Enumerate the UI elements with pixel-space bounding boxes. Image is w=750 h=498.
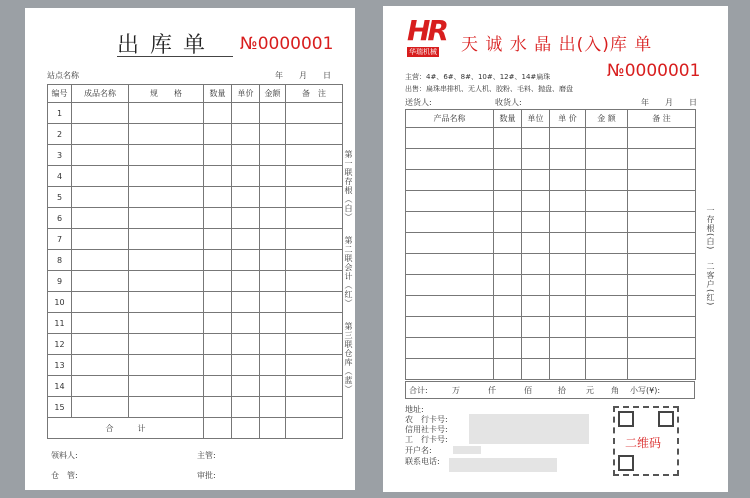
table-cell xyxy=(232,292,260,313)
table-row xyxy=(406,338,696,359)
table-cell xyxy=(406,317,494,338)
table-cell xyxy=(494,233,522,254)
table-cell xyxy=(232,229,260,250)
col-header-quantity: 数量 xyxy=(494,110,522,128)
table-cell xyxy=(129,124,204,145)
table-cell xyxy=(260,376,286,397)
table-cell xyxy=(72,376,129,397)
table-cell xyxy=(204,103,232,124)
left-table-header xyxy=(48,85,343,103)
station-name-label: 站点名称 xyxy=(47,71,79,80)
table-cell xyxy=(72,208,129,229)
table-cell xyxy=(550,233,586,254)
table-row xyxy=(406,149,696,170)
table-cell xyxy=(232,376,260,397)
table-cell xyxy=(204,271,232,292)
table-cell xyxy=(286,145,343,166)
left-stock-out-form xyxy=(25,8,355,490)
table-cell xyxy=(260,187,286,208)
table-cell xyxy=(204,145,232,166)
table-cell xyxy=(204,313,232,334)
table-row xyxy=(406,191,696,212)
table-cell xyxy=(260,208,286,229)
table-cell xyxy=(232,355,260,376)
table-row xyxy=(48,334,343,355)
table-cell xyxy=(550,338,586,359)
credit-union-card-label: 信用社卡号: xyxy=(405,425,448,434)
table-cell xyxy=(406,338,494,359)
table-cell xyxy=(204,187,232,208)
table-cell xyxy=(232,271,260,292)
table-cell xyxy=(286,376,343,397)
table-row xyxy=(406,128,696,149)
table-cell xyxy=(628,212,696,233)
table-row xyxy=(48,166,343,187)
table-cell xyxy=(406,212,494,233)
table-cell xyxy=(586,275,628,296)
table-cell xyxy=(494,212,522,233)
left-form-number: №0000001 xyxy=(240,34,334,54)
table-cell xyxy=(550,275,586,296)
table-cell xyxy=(628,338,696,359)
qr-code-label: 二维码 xyxy=(625,436,662,450)
table-cell xyxy=(522,233,550,254)
col-header-product-name: 成品名称 xyxy=(72,85,129,103)
table-row xyxy=(48,229,343,250)
table-cell xyxy=(494,170,522,191)
table-cell xyxy=(522,170,550,191)
right-form-number: №0000001 xyxy=(607,61,701,81)
table-cell xyxy=(260,292,286,313)
table-cell xyxy=(494,191,522,212)
table-cell xyxy=(406,296,494,317)
table-cell xyxy=(494,359,522,380)
table-row xyxy=(406,296,696,317)
table-cell xyxy=(550,149,586,170)
table-cell xyxy=(406,254,494,275)
table-cell xyxy=(129,376,204,397)
row-number: 5 xyxy=(48,187,72,208)
table-row xyxy=(48,313,343,334)
table-cell xyxy=(72,313,129,334)
table-cell xyxy=(129,166,204,187)
table-cell xyxy=(628,275,696,296)
table-cell xyxy=(232,313,260,334)
table-cell xyxy=(586,191,628,212)
right-form-title: 天 诚 水 晶 出(入)库 单 xyxy=(461,35,653,55)
table-cell xyxy=(628,317,696,338)
row-number: 9 xyxy=(48,271,72,292)
table-cell xyxy=(129,187,204,208)
left-total-row xyxy=(48,418,343,439)
table-row xyxy=(48,103,343,124)
table-cell xyxy=(286,250,343,271)
table-cell xyxy=(72,166,129,187)
row-number: 2 xyxy=(48,124,72,145)
table-cell xyxy=(550,191,586,212)
company-logo-subtext: 华瑞机械 xyxy=(409,48,437,56)
table-cell xyxy=(628,191,696,212)
table-cell xyxy=(550,128,586,149)
unit-jiao: 角 xyxy=(611,386,619,395)
table-cell xyxy=(406,191,494,212)
table-cell xyxy=(232,397,260,418)
company-logo: HR xyxy=(407,14,446,47)
table-row xyxy=(48,397,343,418)
table-row xyxy=(48,355,343,376)
total-label: 合计: xyxy=(409,386,428,395)
table-cell xyxy=(494,128,522,149)
table-row xyxy=(48,145,343,166)
table-cell xyxy=(204,376,232,397)
table-cell xyxy=(204,334,232,355)
table-cell xyxy=(129,355,204,376)
unit-yuan: 元 xyxy=(586,386,594,395)
table-cell xyxy=(232,103,260,124)
table-cell xyxy=(260,103,286,124)
table-row xyxy=(406,275,696,296)
unit-bai: 佰 xyxy=(524,386,532,395)
table-cell xyxy=(586,128,628,149)
copy-label-stub: 一存根(白) xyxy=(706,206,715,251)
warehouse-keeper-label: 仓 管: xyxy=(51,471,78,480)
table-cell xyxy=(550,254,586,275)
col-header-amount: 金 额 xyxy=(586,110,628,128)
table-cell xyxy=(204,166,232,187)
col-header-unit-price: 单 价 xyxy=(550,110,586,128)
table-cell xyxy=(232,208,260,229)
table-cell xyxy=(494,296,522,317)
table-cell xyxy=(586,233,628,254)
table-cell xyxy=(72,334,129,355)
row-number: 3 xyxy=(48,145,72,166)
row-number: 1 xyxy=(48,103,72,124)
row-number: 6 xyxy=(48,208,72,229)
table-cell xyxy=(286,355,343,376)
redacted-bank-info xyxy=(469,414,589,444)
address-label: 地址: xyxy=(405,405,424,414)
row-number: 14 xyxy=(48,376,72,397)
table-cell xyxy=(406,149,494,170)
table-cell xyxy=(72,250,129,271)
main-business-line: 主营：4#、6#、8#、10#、12#、14#扁珠 xyxy=(405,73,551,81)
table-cell xyxy=(406,233,494,254)
table-cell xyxy=(129,397,204,418)
table-cell xyxy=(628,170,696,191)
recipient-label: 收货人: xyxy=(495,98,522,107)
table-cell xyxy=(522,191,550,212)
table-cell xyxy=(550,212,586,233)
table-cell xyxy=(286,397,343,418)
left-form-title: 出 库 单 xyxy=(117,33,207,58)
table-cell xyxy=(628,128,696,149)
table-cell xyxy=(204,292,232,313)
table-cell xyxy=(406,275,494,296)
table-cell xyxy=(72,103,129,124)
table-cell xyxy=(586,317,628,338)
table-row xyxy=(48,271,343,292)
table-row xyxy=(48,187,343,208)
row-number: 12 xyxy=(48,334,72,355)
table-cell xyxy=(522,254,550,275)
qr-finder-pattern xyxy=(618,411,634,427)
approval-label: 审批: xyxy=(197,471,216,480)
table-cell xyxy=(232,250,260,271)
table-cell xyxy=(72,397,129,418)
copy-label-first: 第一联存根（白） xyxy=(344,150,353,222)
right-date-label: 年 月 日 xyxy=(641,98,697,107)
supervisor-label: 主管: xyxy=(197,451,216,460)
table-cell xyxy=(550,317,586,338)
table-row xyxy=(48,208,343,229)
table-cell xyxy=(494,254,522,275)
table-cell xyxy=(586,296,628,317)
table-cell xyxy=(129,271,204,292)
table-cell xyxy=(286,229,343,250)
table-cell xyxy=(286,292,343,313)
table-cell xyxy=(72,355,129,376)
table-cell xyxy=(586,359,628,380)
copy-label-second: 第二联会计（红） xyxy=(344,236,353,308)
table-cell xyxy=(260,313,286,334)
table-cell xyxy=(522,275,550,296)
table-cell xyxy=(72,187,129,208)
table-cell xyxy=(586,254,628,275)
table-cell xyxy=(628,359,696,380)
account-name-label: 开户名: xyxy=(405,446,432,455)
qr-finder-pattern xyxy=(658,411,674,427)
col-header-remarks: 备 注 xyxy=(286,85,343,103)
copy-label-customer: 二客户(红) xyxy=(706,262,715,307)
left-items-table xyxy=(47,84,343,439)
table-cell xyxy=(286,271,343,292)
title-underline xyxy=(117,56,233,57)
table-cell xyxy=(406,128,494,149)
left-date-label: 年 月 日 xyxy=(275,71,331,80)
qr-code-placeholder xyxy=(613,406,679,476)
table-cell xyxy=(522,296,550,317)
table-row xyxy=(406,317,696,338)
phone-label: 联系电话: xyxy=(405,457,440,466)
table-cell xyxy=(522,359,550,380)
table-cell xyxy=(129,229,204,250)
receiver-label: 领料人: xyxy=(51,451,78,460)
table-row xyxy=(406,359,696,380)
table-cell xyxy=(129,145,204,166)
table-cell xyxy=(286,124,343,145)
table-cell xyxy=(232,166,260,187)
right-table-header xyxy=(406,110,696,128)
table-cell xyxy=(129,313,204,334)
table-cell xyxy=(129,103,204,124)
table-cell xyxy=(232,145,260,166)
col-header-unit: 单位 xyxy=(522,110,550,128)
table-cell xyxy=(72,145,129,166)
table-row xyxy=(406,233,696,254)
col-header-remarks: 备 注 xyxy=(628,110,696,128)
row-number: 15 xyxy=(48,397,72,418)
col-header-spec: 规 格 xyxy=(129,85,204,103)
table-row xyxy=(406,254,696,275)
table-cell xyxy=(550,296,586,317)
table-cell xyxy=(204,397,232,418)
abc-card-label: 农 行卡号: xyxy=(405,415,448,424)
table-cell xyxy=(586,149,628,170)
col-header-unit-price: 单价 xyxy=(232,85,260,103)
table-cell xyxy=(260,271,286,292)
table-row xyxy=(48,376,343,397)
table-cell xyxy=(628,149,696,170)
table-cell xyxy=(260,145,286,166)
table-cell xyxy=(129,250,204,271)
table-cell xyxy=(204,208,232,229)
row-number: 10 xyxy=(48,292,72,313)
table-cell xyxy=(260,166,286,187)
table-row xyxy=(48,124,343,145)
table-cell xyxy=(286,208,343,229)
table-cell xyxy=(260,250,286,271)
table-cell xyxy=(72,271,129,292)
table-row xyxy=(406,212,696,233)
table-cell xyxy=(586,338,628,359)
table-cell xyxy=(586,170,628,191)
table-cell xyxy=(286,103,343,124)
table-row xyxy=(48,292,343,313)
table-cell xyxy=(522,317,550,338)
table-cell xyxy=(204,124,232,145)
sales-line: 出售：扁珠串排机、无人机、胶粉、毛料、抛盘、磨盘 xyxy=(405,85,573,93)
redacted-account-name xyxy=(453,446,481,454)
row-number: 11 xyxy=(48,313,72,334)
unit-qian: 仟 xyxy=(488,386,496,395)
col-header-number: 编号 xyxy=(48,85,72,103)
table-cell xyxy=(129,292,204,313)
left-total-label: 合 计 xyxy=(48,418,204,439)
table-cell xyxy=(286,187,343,208)
table-cell xyxy=(522,149,550,170)
table-cell xyxy=(628,296,696,317)
unit-shi: 拾 xyxy=(558,386,566,395)
right-items-table xyxy=(405,109,696,380)
table-cell xyxy=(586,212,628,233)
table-cell xyxy=(129,208,204,229)
table-cell xyxy=(232,187,260,208)
table-cell xyxy=(550,170,586,191)
table-cell xyxy=(260,334,286,355)
table-cell xyxy=(494,149,522,170)
table-cell xyxy=(232,334,260,355)
icbc-card-label: 工 行卡号: xyxy=(405,435,448,444)
table-cell xyxy=(522,212,550,233)
table-cell xyxy=(522,128,550,149)
col-header-amount: 金额 xyxy=(260,85,286,103)
table-cell xyxy=(550,359,586,380)
table-cell xyxy=(522,338,550,359)
table-cell xyxy=(204,250,232,271)
table-cell xyxy=(494,317,522,338)
table-cell xyxy=(406,170,494,191)
table-cell xyxy=(406,359,494,380)
table-cell xyxy=(72,124,129,145)
table-cell xyxy=(260,397,286,418)
table-cell xyxy=(286,313,343,334)
table-cell xyxy=(494,338,522,359)
col-header-product-name: 产品名称 xyxy=(406,110,494,128)
table-cell xyxy=(286,334,343,355)
row-number: 7 xyxy=(48,229,72,250)
table-row xyxy=(48,250,343,271)
table-cell xyxy=(260,124,286,145)
redacted-phone xyxy=(449,458,557,472)
row-number: 4 xyxy=(48,166,72,187)
table-cell xyxy=(260,229,286,250)
table-cell xyxy=(72,292,129,313)
copy-label-third: 第三联仓库（蓝） xyxy=(344,322,353,394)
table-cell xyxy=(628,233,696,254)
table-cell xyxy=(628,254,696,275)
unit-wan: 万 xyxy=(452,386,460,395)
table-cell xyxy=(129,334,204,355)
table-cell xyxy=(286,166,343,187)
right-stock-in-out-form xyxy=(383,6,728,492)
table-cell xyxy=(232,124,260,145)
lowercase-amount-label: 小写(¥): xyxy=(630,386,661,395)
table-cell xyxy=(494,275,522,296)
table-cell xyxy=(260,355,286,376)
table-cell xyxy=(204,229,232,250)
row-number: 13 xyxy=(48,355,72,376)
table-cell xyxy=(72,229,129,250)
col-header-quantity: 数量 xyxy=(204,85,232,103)
deliverer-label: 送货人: xyxy=(405,98,432,107)
table-cell xyxy=(204,355,232,376)
table-row xyxy=(406,170,696,191)
row-number: 8 xyxy=(48,250,72,271)
amount-in-words-row xyxy=(405,381,695,399)
qr-finder-pattern xyxy=(618,455,634,471)
